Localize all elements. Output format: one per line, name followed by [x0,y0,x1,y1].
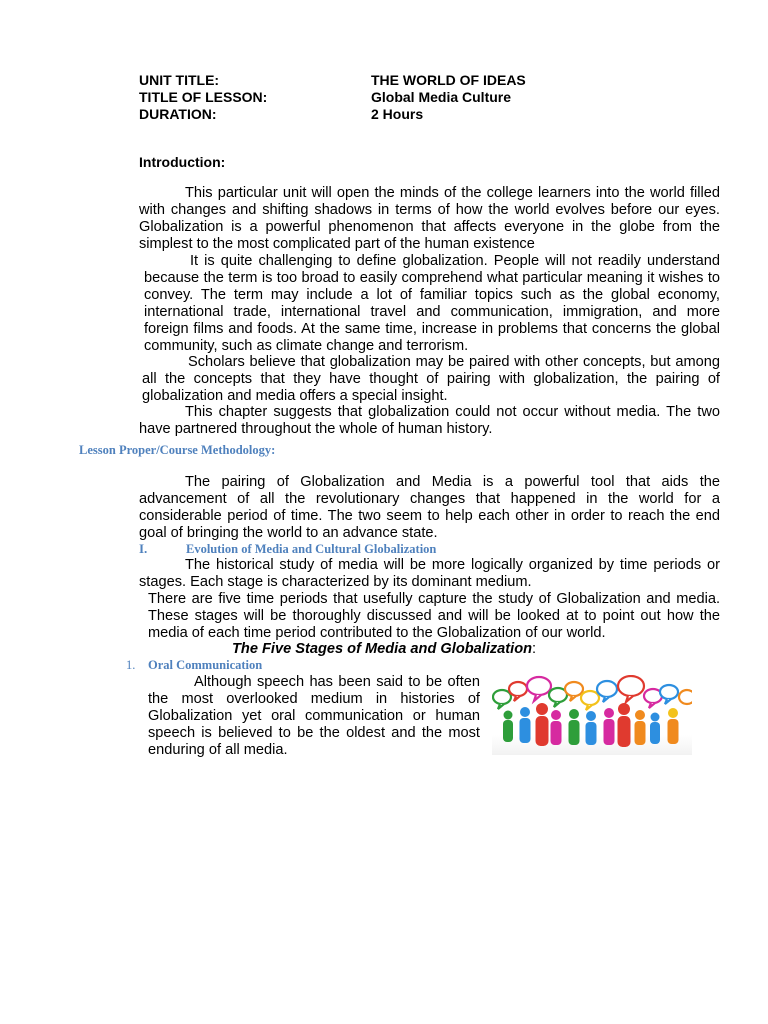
item-1-paragraph: Although speech has been said to be often the most overlooked medium in histories of Globalization yet oral communication or human speech is believed to be the oldest and the most enduring of all media. [148,674,480,758]
lesson-title-label: TITLE OF LESSON: [139,89,268,105]
unit-title-label: UNIT TITLE: [139,72,220,88]
introduction-heading: Introduction: [139,154,226,170]
intro-paragraph-3: Scholars believe that globalization may be paired with other concepts, but among all the concepts that they have thought of pairing with globalization, the pairing of globalization and media offers a special insight. [142,354,720,404]
duration-value: 2 Hours [371,106,424,122]
item-1-number: 1. [126,658,136,672]
lesson-proper-heading: Lesson Proper/Course Methodology: [79,443,276,457]
lesson-paragraph-1: The pairing of Globalization and Media is a powerful tool that aids the advancement of all the revolutionary changes that happened in the world for a considerable period of time. The two seem to help each other in order to reach the end goal of bringing the world to an advance state. [139,474,720,541]
people-talking-illustration [492,675,692,755]
section-1-title: Evolution of Media and Cultural Globalization [186,542,437,556]
five-stages-title: The Five Stages of Media and Globalization [232,641,533,657]
intro-paragraph-4: This chapter suggests that globalization could not occur without media. The two have partnered throughout the whole of human history. [139,404,720,437]
duration-label: DURATION: [139,106,217,122]
item-1-title: Oral Communication [148,658,263,672]
speech-bubbles-icon [492,675,692,755]
intro-paragraph-2: It is quite challenging to define globalization. People will not readily understand because the term is too broad to easily comprehend what particular meaning it wishes to convey. The term may include a lot of familiar topics such as the global economy, international trade, international travel and communication, immigration, and more foreign films and foods. At the same time, increase in problems that concerns the global community, such as climate change and terrorism. [144,253,720,354]
lesson-title-value: Global Media Culture [371,89,512,105]
lesson-paragraph-3: There are five time periods that usefully capture the study of Globalization and media. These stages will be thoroughly discussed and will be looked at to point out how the media of each time period contributed to the Globalization of our world. [148,591,720,641]
five-stages-colon: : [532,641,537,657]
lesson-paragraph-2: The historical study of media will be more logically organized by time periods or stages. Each stage is characterized by its dominant medium. [139,557,720,590]
section-1-number: I. [139,541,148,556]
five-stages-heading [232,641,536,657]
intro-paragraph-1: This particular unit will open the minds of the college learners into the world filled with changes and shifting shadows in terms of how the world evolves before our eyes. Globalization is a powerful phenomenon that affects everyone in the globe from the simplest to the most complicated part of the human existence [139,185,720,252]
unit-title-value: THE WORLD OF IDEAS [371,72,526,88]
